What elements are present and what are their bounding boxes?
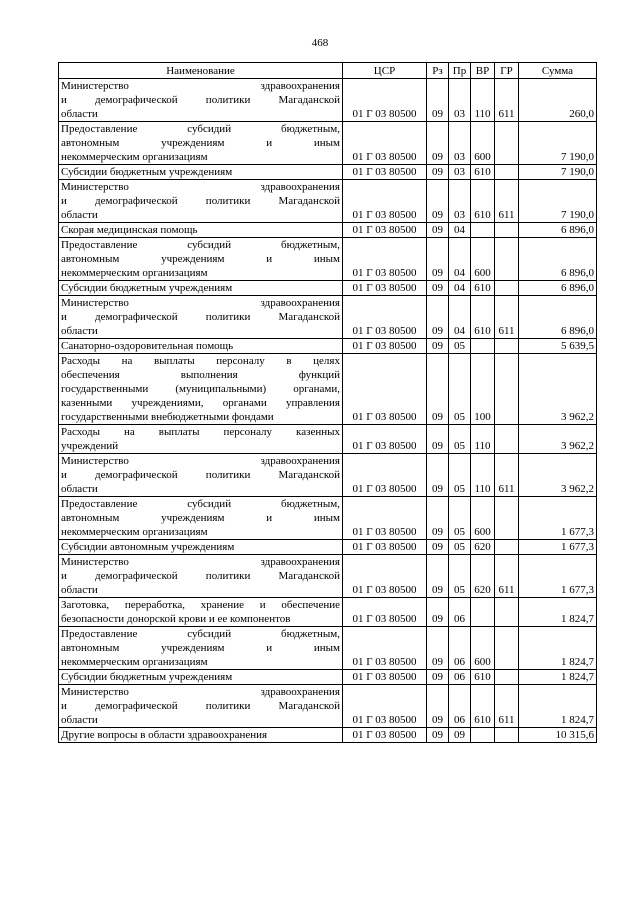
- row-vr: 610: [471, 685, 495, 728]
- row-sum: 7 190,0: [519, 165, 597, 180]
- row-name: [59, 165, 343, 180]
- row-rz: 09: [427, 454, 449, 497]
- row-name: [59, 454, 343, 497]
- row-name: [59, 728, 343, 743]
- row-name-line: Расходы на выплаты персоналу казенных: [61, 426, 340, 438]
- row-csr: 01 Г 03 80500: [343, 354, 427, 425]
- table-row: [59, 223, 597, 238]
- row-pr: 03: [449, 122, 471, 165]
- row-name-line: Расходы на выплаты персоналу в целях: [61, 355, 340, 367]
- row-sum: 6 896,0: [519, 238, 597, 281]
- row-sum: 6 896,0: [519, 223, 597, 238]
- row-vr: 610: [471, 180, 495, 223]
- row-name-line: автономным учреждениям и иным: [61, 137, 340, 149]
- row-gr: 611: [495, 454, 519, 497]
- row-vr: 600: [471, 497, 495, 540]
- row-name-line: Министерство здравоохранения: [61, 181, 340, 193]
- row-csr: 01 Г 03 80500: [343, 540, 427, 555]
- row-vr: 110: [471, 79, 495, 122]
- row-pr: 06: [449, 598, 471, 627]
- row-name-line: области: [61, 209, 98, 221]
- row-name: [59, 238, 343, 281]
- table-row: [59, 670, 597, 685]
- row-csr: 01 Г 03 80500: [343, 555, 427, 598]
- row-sum: 1 824,7: [519, 598, 597, 627]
- row-csr: 01 Г 03 80500: [343, 598, 427, 627]
- row-csr: 01 Г 03 80500: [343, 281, 427, 296]
- row-csr: 01 Г 03 80500: [343, 79, 427, 122]
- row-sum: 6 896,0: [519, 281, 597, 296]
- row-csr: 01 Г 03 80500: [343, 670, 427, 685]
- row-rz: 09: [427, 122, 449, 165]
- header-gr: ГР: [495, 63, 519, 79]
- row-name: [59, 425, 343, 454]
- row-vr: 620: [471, 540, 495, 555]
- row-csr: 01 Г 03 80500: [343, 454, 427, 497]
- table-row: [59, 281, 597, 296]
- row-name-line: и демографической политики Магаданской: [61, 469, 340, 481]
- row-name-line: Министерство здравоохранения: [61, 297, 340, 309]
- row-gr: [495, 281, 519, 296]
- row-sum: 1 824,7: [519, 685, 597, 728]
- budget-table: [58, 62, 597, 743]
- row-sum: 5 639,5: [519, 339, 597, 354]
- row-name: [59, 79, 343, 122]
- row-rz: 09: [427, 728, 449, 743]
- row-name: [59, 180, 343, 223]
- row-pr: 05: [449, 497, 471, 540]
- row-rz: 09: [427, 497, 449, 540]
- row-rz: 09: [427, 555, 449, 598]
- row-sum: 1 677,3: [519, 497, 597, 540]
- row-name-line: автономным учреждениям и иным: [61, 512, 340, 524]
- row-vr: 100: [471, 354, 495, 425]
- row-rz: 09: [427, 627, 449, 670]
- row-sum: 10 315,6: [519, 728, 597, 743]
- row-name-line: области: [61, 483, 98, 495]
- table-row: [59, 540, 597, 555]
- row-vr: [471, 223, 495, 238]
- row-rz: 09: [427, 670, 449, 685]
- row-pr: 06: [449, 670, 471, 685]
- row-name-line: Субсидии автономным учреждениям: [61, 541, 235, 553]
- row-sum: 3 962,2: [519, 354, 597, 425]
- row-name: [59, 685, 343, 728]
- row-name-line: Министерство здравоохранения: [61, 80, 340, 92]
- table-row: [59, 598, 597, 627]
- row-gr: [495, 728, 519, 743]
- row-name-line: области: [61, 584, 98, 596]
- row-pr: 05: [449, 454, 471, 497]
- row-name-line: Министерство здравоохранения: [61, 686, 340, 698]
- row-name-line: Скорая медицинская помощь: [61, 224, 198, 236]
- table-row: [59, 685, 597, 728]
- row-sum: 260,0: [519, 79, 597, 122]
- row-pr: 06: [449, 685, 471, 728]
- row-name-line: автономным учреждениям и иным: [61, 253, 340, 265]
- row-vr: 110: [471, 454, 495, 497]
- row-name-line: некоммерческим организациям: [61, 151, 208, 163]
- table-row: [59, 497, 597, 540]
- row-name: [59, 555, 343, 598]
- row-vr: 620: [471, 555, 495, 598]
- row-pr: 09: [449, 728, 471, 743]
- row-rz: 09: [427, 339, 449, 354]
- row-csr: 01 Г 03 80500: [343, 165, 427, 180]
- row-name-line: области: [61, 325, 98, 337]
- row-vr: 110: [471, 425, 495, 454]
- header-rz: Рз: [427, 63, 449, 79]
- row-sum: 7 190,0: [519, 122, 597, 165]
- row-name-line: Санаторно-оздоровительная помощь: [61, 340, 234, 352]
- row-name-line: и демографической политики Магаданской: [61, 311, 340, 323]
- row-name: [59, 598, 343, 627]
- row-pr: 03: [449, 79, 471, 122]
- row-name-line: некоммерческим организациям: [61, 526, 208, 538]
- table-row: [59, 79, 597, 122]
- header-csr: ЦСР: [343, 63, 427, 79]
- row-name-line: обеспечения выполнения функций: [61, 369, 340, 381]
- table-row: [59, 122, 597, 165]
- table-row: [59, 627, 597, 670]
- row-sum: 1 824,7: [519, 670, 597, 685]
- table-body: [59, 79, 597, 743]
- row-gr: [495, 540, 519, 555]
- row-sum: 7 190,0: [519, 180, 597, 223]
- row-csr: 01 Г 03 80500: [343, 728, 427, 743]
- row-gr: 611: [495, 555, 519, 598]
- table-row: [59, 180, 597, 223]
- row-csr: 01 Г 03 80500: [343, 685, 427, 728]
- row-name: [59, 497, 343, 540]
- row-pr: 05: [449, 354, 471, 425]
- row-name-line: Субсидии бюджетным учреждениям: [61, 671, 233, 683]
- row-name-line: некоммерческим организациям: [61, 267, 208, 279]
- row-pr: 04: [449, 281, 471, 296]
- row-rz: 09: [427, 79, 449, 122]
- row-name-line: Другие вопросы в области здравоохранения: [61, 729, 268, 741]
- row-name: [59, 296, 343, 339]
- row-vr: [471, 728, 495, 743]
- row-name: [59, 281, 343, 296]
- row-name: [59, 223, 343, 238]
- table-row: [59, 354, 597, 425]
- row-csr: 01 Г 03 80500: [343, 339, 427, 354]
- row-name: [59, 627, 343, 670]
- row-name-line: области: [61, 108, 98, 120]
- row-name-line: казенными учреждениями, органами управления: [61, 397, 340, 409]
- row-gr: [495, 223, 519, 238]
- row-name-line: Заготовка, переработка, хранение и обеспечение: [61, 599, 340, 611]
- row-sum: 1 824,7: [519, 627, 597, 670]
- table-row: [59, 728, 597, 743]
- row-name-line: и демографической политики Магаданской: [61, 700, 340, 712]
- table-row: [59, 296, 597, 339]
- row-csr: 01 Г 03 80500: [343, 223, 427, 238]
- row-rz: 09: [427, 354, 449, 425]
- row-name-line: Министерство здравоохранения: [61, 455, 340, 467]
- row-name-line: Предоставление субсидий бюджетным,: [61, 239, 340, 251]
- row-sum: 6 896,0: [519, 296, 597, 339]
- row-gr: [495, 339, 519, 354]
- row-rz: 09: [427, 165, 449, 180]
- row-rz: 09: [427, 281, 449, 296]
- row-rz: 09: [427, 598, 449, 627]
- table-row: [59, 339, 597, 354]
- row-vr: 610: [471, 670, 495, 685]
- row-name: [59, 339, 343, 354]
- row-gr: [495, 598, 519, 627]
- row-name-line: Субсидии бюджетным учреждениям: [61, 282, 233, 294]
- row-vr: 610: [471, 281, 495, 296]
- row-pr: 03: [449, 180, 471, 223]
- row-gr: [495, 497, 519, 540]
- row-name-line: государственными внебюджетными фондами: [61, 411, 274, 423]
- row-vr: 600: [471, 627, 495, 670]
- row-rz: 09: [427, 223, 449, 238]
- row-pr: 05: [449, 425, 471, 454]
- row-name-line: Субсидии бюджетным учреждениям: [61, 166, 233, 178]
- row-vr: [471, 339, 495, 354]
- table-row: [59, 238, 597, 281]
- row-gr: [495, 425, 519, 454]
- row-pr: 04: [449, 238, 471, 281]
- row-name-line: и демографической политики Магаданской: [61, 570, 340, 582]
- row-pr: 05: [449, 540, 471, 555]
- table-row: [59, 454, 597, 497]
- row-vr: 610: [471, 165, 495, 180]
- row-sum: 3 962,2: [519, 454, 597, 497]
- row-name-line: Министерство здравоохранения: [61, 556, 340, 568]
- row-gr: [495, 238, 519, 281]
- row-rz: 09: [427, 180, 449, 223]
- row-name-line: Предоставление субсидий бюджетным,: [61, 628, 340, 640]
- row-name-line: некоммерческим организациям: [61, 656, 208, 668]
- row-name-line: Предоставление субсидий бюджетным,: [61, 498, 340, 510]
- row-sum: 1 677,3: [519, 540, 597, 555]
- row-csr: 01 Г 03 80500: [343, 497, 427, 540]
- row-csr: 01 Г 03 80500: [343, 180, 427, 223]
- row-gr: [495, 122, 519, 165]
- row-gr: 611: [495, 296, 519, 339]
- row-rz: 09: [427, 296, 449, 339]
- page-number: 468: [311, 37, 329, 49]
- header-sum: Сумма: [519, 63, 597, 79]
- row-csr: 01 Г 03 80500: [343, 238, 427, 281]
- header-name: Наименование: [59, 63, 343, 79]
- row-name-line: Предоставление субсидий бюджетным,: [61, 123, 340, 135]
- row-gr: [495, 165, 519, 180]
- row-vr: [471, 598, 495, 627]
- row-csr: 01 Г 03 80500: [343, 296, 427, 339]
- row-gr: [495, 354, 519, 425]
- row-csr: 01 Г 03 80500: [343, 122, 427, 165]
- row-vr: 610: [471, 296, 495, 339]
- table-row: [59, 555, 597, 598]
- row-pr: 03: [449, 165, 471, 180]
- row-sum: 1 677,3: [519, 555, 597, 598]
- row-name-line: и демографической политики Магаданской: [61, 94, 340, 106]
- table-row: [59, 165, 597, 180]
- row-rz: 09: [427, 238, 449, 281]
- table-row: [59, 425, 597, 454]
- row-vr: 600: [471, 122, 495, 165]
- row-vr: 600: [471, 238, 495, 281]
- row-pr: 04: [449, 296, 471, 339]
- row-gr: 611: [495, 685, 519, 728]
- row-gr: 611: [495, 180, 519, 223]
- row-name-line: безопасности донорской крови и ее компонентов: [61, 613, 291, 625]
- row-gr: [495, 670, 519, 685]
- row-pr: 05: [449, 339, 471, 354]
- row-name: [59, 354, 343, 425]
- row-name-line: и демографической политики Магаданской: [61, 195, 340, 207]
- row-csr: 01 Г 03 80500: [343, 425, 427, 454]
- row-pr: 04: [449, 223, 471, 238]
- header-pr: Пр: [449, 63, 471, 79]
- row-name-line: области: [61, 714, 98, 726]
- row-rz: 09: [427, 685, 449, 728]
- row-sum: 3 962,2: [519, 425, 597, 454]
- row-gr: [495, 627, 519, 670]
- row-name-line: учреждений: [61, 440, 119, 452]
- row-pr: 05: [449, 555, 471, 598]
- row-gr: 611: [495, 79, 519, 122]
- header-vr: ВР: [471, 63, 495, 79]
- row-name: [59, 670, 343, 685]
- row-name-line: автономным учреждениям и иным: [61, 642, 340, 654]
- row-rz: 09: [427, 425, 449, 454]
- row-rz: 09: [427, 540, 449, 555]
- row-name-line: государственными (муниципальными) органами,: [61, 383, 340, 395]
- row-csr: 01 Г 03 80500: [343, 627, 427, 670]
- row-name: [59, 122, 343, 165]
- row-name: [59, 540, 343, 555]
- table-header-row: [59, 63, 597, 79]
- row-pr: 06: [449, 627, 471, 670]
